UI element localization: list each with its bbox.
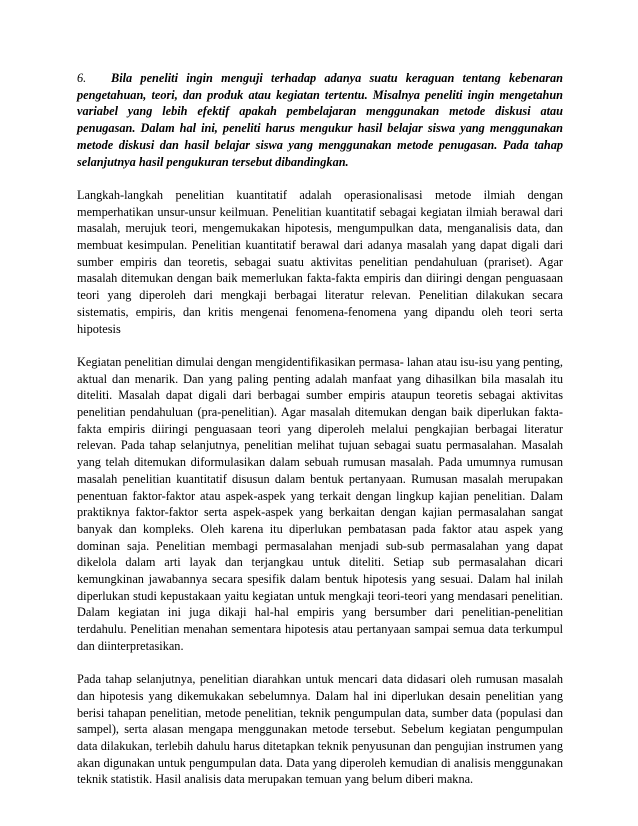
numbered-item: [77, 70, 563, 170]
item-text: Bila peneliti ingin menguji terhadap adanya suatu keraguan tentang kebenaran pengetahuan, teori, dan produk atau kegiatan tertentu. Misalnya peneliti ingin mengetahun variabel yang lebih efektif apakah pembelajaran menggunakan metode diskusi atau penugasan. Dalam hal ini, peneliti harus mengukur hasil belajar siswa yang menggunakan metode diskusi dan hasil belajar siswa yang menggunakan metode penugasan. Pada tahap selanjutnya hasil pengukuran tersebut dibandingkan.: [77, 71, 563, 169]
paragraph-3: Pada tahap selanjutnya, penelitian diarahkan untuk mencari data didasari oleh rumusan masalah dan hipotesis yang dikemukakan sebelumnya. Dalam hal ini diperlukan desain penelitian yang berisi tahapan penelitian, metode penelitian, teknik pengumpulan data, sumber data (populasi dan sampel), serta alasan mengapa menggunakan metode tersebut. Sebelum kegiatan pengumpulan data dilakukan, terlebih dahulu harus ditetapkan teknik penyusunan dan pengujian instrumen yang akan digunakan untuk pengumpulan data. Data yang diperoleh kemudian di analisis menggunakan teknik statistik. Hasil analisis data merupakan temuan yang belum diberi makna.: [77, 672, 563, 787]
document-page: [77, 70, 563, 805]
paragraph-2: Kegiatan penelitian dimulai dengan mengidentifikasikan permasa- lahan atau isu-isu yang penting, aktual dan menarik. Dan yang paling penting adalah manfaat yang dihasilkan bila masalah itu diteliti. Masalah dapat digali dari berbagai sumber empiris ataupun teoretis sebagai aktivitas penelitian pendahuluan (pra-penelitian). Agar masalah ditemukan dengan baik diperlukan fakta-fakta empiris diiringi penguasaan teori yang diperoleh melalui pengkajian berbagai literatur relevan. Pada tahap selanjutnya, penelitian melihat tujuan sebagai suatu permasalahan. Masalah yang telah ditemukan diformulasikan dalam sebuah rumusan masalah. Pada umumnya rumusan masalah penelitian kuantitatif disusun dalam bentuk pertanyaan. Rumusan masalah merupakan penentuan faktor-faktor atau aspek-aspek yang terkait dengan lingkup kajian penelitian. Dalam praktiknya faktor-faktor serta aspek-aspek yang berkaitan dengan kajian permasalahan sangat banyak dan kompleks. Oleh karena itu diperlukan pembatasan pada faktor atau aspek yang dominan saja. Penelitian membagi permasalahan menjadi sub-sub permasalahan yang dapat dikelola dalam arti layak dan terjangkau untuk diteliti. Setiap sub permasalahan dicari kemungkinan jawabannya secara spesifik dalam bentuk hipotesis yang sesuai. Dalam hal inilah diperlukan studi kepustakaan yaitu kegiatan untuk mengkaji teori-teori yang mendasari penelitian. Dalam kegiatan ini juga dikaji hal-hal empiris yang bersumber dari penelitian-penelitian terdahulu. Penelitian menahan sementara hipotesis atau pertanyaan sampai semua data terkumpul dan diinterpretasikan.: [77, 354, 563, 653]
paragraph-1: Langkah-langkah penelitian kuantitatif adalah operasionalisasi metode ilmiah dengan memperhatikan unsur-unsur keilmuan. Penelitian kuantitatif sebagai kegiatan ilmiah berawal dari masalah, merujuk teori, mengemukakan hipotesis, mengumpulkan data, menganalisis data, dan membuat kesimpulan. Penelitian kuantitatif berawal dari adanya masalah yang dapat digali dari sumber empiris dan teoretis, sebagai suatu aktivitas penelitian pendahuluan (prariset). Agar masalah ditemukan dengan baik memerlukan fakta-fakta empiris dan diiringi dengan penguasaan teori yang diperoleh dari mengkaji berbagai literatur relevan. Penelitian dilakukan secara sistematis, empiris, dan kritis mengenai fenomena-fenomena yang dipandu oleh teori serta hipotesis: [77, 187, 563, 336]
item-number: 6.: [77, 71, 87, 85]
